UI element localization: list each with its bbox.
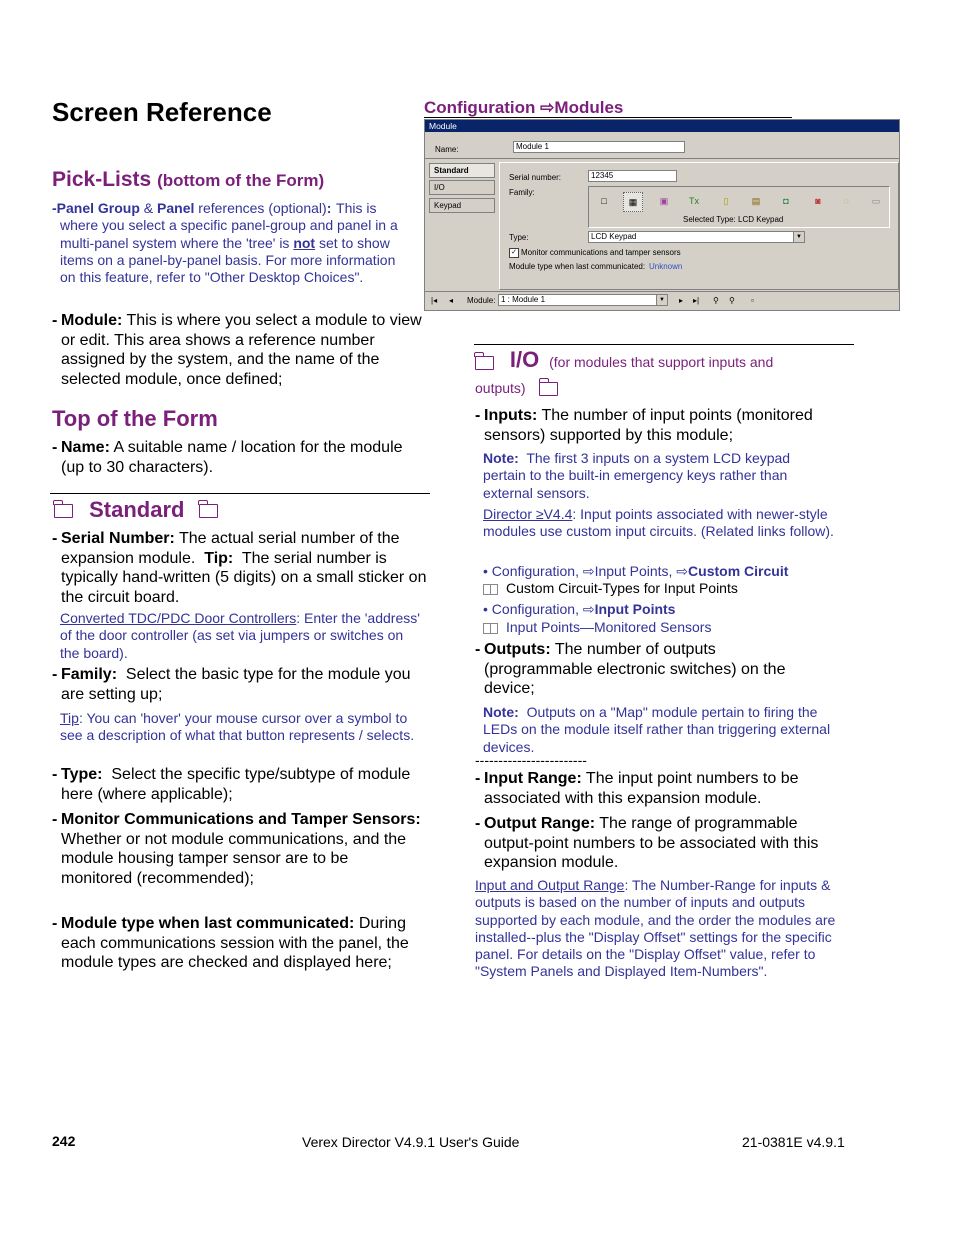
output-range-text: The range of programmable output-point numbers to be associated with this expansion module. [484,815,819,872]
ss-serial-label: Serial number: [509,173,562,182]
book1-text: Custom Circuit-Types for Input Points [506,580,738,596]
ss-navbar [425,291,899,310]
link1-text: • Configuration, ⇨Input Points, ⇨ [483,563,689,579]
ss-tab-standard[interactable]: Standard [429,163,495,178]
picklists-body [52,200,410,286]
ss-monitor-checkbox[interactable]: ✓ [509,248,519,258]
panel-term: Panel [157,200,195,216]
picklists-paragraph [52,200,410,286]
ss-family-keypad-icon[interactable]: ▦ [623,192,643,212]
inputs-item: - Inputs: The number of input points (monitored sensors) supported by this module; [475,407,813,444]
note1 [483,450,833,502]
first-record-icon[interactable]: |◂ [431,296,438,305]
next-record-icon[interactable]: ▸ [679,296,684,305]
top-of-form-heading: Top of the Form [52,406,218,431]
monitor-item: - Monitor Communications and Tamper Sensors: Whether or not module communications, and the module housing tamper sensor are to be monitored (recommended); [52,811,421,887]
link1-bold: Custom Circuit [688,563,789,579]
module-item: - Module: This is where you select a module to view or edit. This area shows a reference number assigned by the system, and the name of the selected module, once defined; [52,312,422,388]
tip2-link[interactable]: Tip [60,710,79,726]
director-link[interactable]: Director ≥V4.4 [483,506,573,522]
ss-type-select[interactable] [588,231,805,243]
ss-family-other-icon[interactable]: ▭ [871,196,881,206]
type-item: - Type: Select the specific type/subtype of module here (where applicable); [52,766,411,803]
book-icon [483,623,498,634]
serial-label: Serial Number: [61,530,175,547]
output-range-label: Output Range: [484,815,596,832]
ss-family-tx-icon[interactable]: Tx [689,196,699,206]
find-next-icon[interactable]: ⚲ [729,296,735,305]
input-range-item: - Input Range: The input point numbers to be associated with this expansion module. [475,770,799,807]
ss-type-value: LCD Keypad [591,232,637,241]
note2-label: Note: [483,704,519,720]
picklists-subtitle: (bottom of the Form) [157,171,325,190]
prev-record-icon[interactable]: ◂ [449,296,454,305]
references-text: references (optional) [198,200,327,216]
config-title: Configuration [424,98,536,117]
link2-text: • Configuration, ⇨ [483,601,595,617]
family-item: - Family: Select the basic type for the module you are setting up; [52,666,411,703]
output-range-item: - Output Range: The range of programmable output-point numbers to be associated with this expansion module. [475,815,819,872]
window-titlebar: Module [425,120,899,132]
folder-tab-icon [539,382,558,396]
note2-text: Outputs on a "Map" module pertain to firing the LEDs on the module itself rather than triggering external devices. [483,704,831,755]
serial-item: - Serial Number: The actual serial number of the expansion module. Tip: The serial number is typically hand-written (5 digits) on a small sticker on the circuit board. [52,530,427,606]
outputs-item: - Outputs: The number of outputs (programmable electronic switches) on the device; [475,641,786,698]
book2-text: Input Points—Monitored Sensors [506,619,712,635]
find-icon[interactable]: ⚲ [713,296,719,305]
panel-group-term: -Panel Group [52,200,140,216]
ss-family-label: Family: [509,188,535,197]
ss-nav-module-select[interactable] [498,294,668,306]
io-rule [474,344,854,345]
ss-name-field[interactable]: Module 1 [513,141,685,153]
ss-family-door-icon[interactable]: ▤ [751,196,761,206]
name-text: A suitable name / location for the module (up to 30 characters). [61,439,403,476]
input-range-label: Input Range: [484,770,582,787]
lastcomm-item: - Module type when last communicated: During each communications session with the panel, the module types are checked and displayed here; [52,915,409,972]
book-icon [483,584,498,595]
module-text: This is where you select a module to view or edit. This area shows a reference number assigned by the system, and the name of the selected module, once defined; [61,312,422,388]
picklists-heading [52,167,324,194]
ss-lastcomm-label: Module type when last communicated: [509,262,646,271]
range-link[interactable]: Input and Output Range [475,877,625,893]
io-heading [475,347,855,401]
director-text: : Input points associated with newer-style modules use custom input circuits. (Related links follow). [483,506,834,540]
new-record-icon[interactable]: ▫ [751,296,754,305]
ss-tab-keypad[interactable]: Keypad [429,198,495,213]
tip-label: Tip: [204,549,234,567]
outputs-label: Outputs: [484,641,551,658]
converted-text: : Enter the 'address' of the door controller (as set via jumpers or switches on the board). [60,610,420,661]
custom-circuit-link[interactable] [483,563,788,580]
name-label: Name: [61,439,110,456]
arrow-icon: ⇨ [540,98,555,117]
tip2-note [60,710,430,745]
folder-tab-icon [475,356,494,370]
ss-family-relay-icon[interactable]: ◘ [783,196,789,206]
director-note [483,506,838,541]
ss-serial-field[interactable]: 12345 [588,170,677,182]
range-note [475,877,855,981]
input-range-text: The input point numbers to be associated with this expansion module. [484,770,799,807]
module-label: Module: [61,312,123,329]
io-subtitle-a: (for modules that support inputs and [549,354,774,370]
book-ref-2[interactable] [483,619,711,636]
ss-selected-type: Selected Type: LCD Keypad [683,215,784,224]
picklists-title: Pick-Lists [52,168,152,191]
converted-note [60,610,422,662]
chevron-down-icon[interactable]: ▼ [656,295,667,305]
range-text: : The Number-Range for inputs & outputs is based on the number of inputs and outputs supported by each module, and the order the modules are installed--plus the "Display Offset" settings for the specific panel. For details on the "Display Offset" value, refer to "System Panels and Displayed Item-Numbers". [475,877,836,980]
standard-rule [50,493,430,494]
inputs-label: Inputs: [484,407,538,424]
footer-title: Verex Director V4.9.1 User's Guide [302,1134,520,1150]
page-number: 242 [52,1133,76,1149]
input-points-link[interactable] [483,601,675,618]
chevron-down-icon[interactable]: ▼ [793,232,804,242]
serial-text: The actual serial number of the expansion module. [61,530,400,567]
standard-title: Standard [89,497,185,522]
note1-text: The first 3 inputs on a system LCD keypad pertain to the built-in emergency keys rather than external sensors. [483,450,791,501]
family-text: Select the basic type for the module you are setting up; [61,666,411,703]
folder-tab-icon [54,504,73,518]
page-title: Screen Reference [52,97,272,127]
config-underline [424,117,792,118]
separator-dashes: ------------------------ [475,752,587,768]
tip-text: The serial number is typically hand-written (5 digits) on a small sticker on the circuit board. [61,549,427,606]
not-emphasis: not [293,234,316,251]
family-label: Family: [61,666,118,683]
amp: & [143,200,154,216]
monitor-text: Whether or not module communications, and the module housing tamper sensor are to be monitored (recommended); [61,830,407,887]
name-item: - Name: A suitable name / location for the module (up to 30 characters). [52,439,403,476]
ss-family-map-icon[interactable]: ▣ [659,196,669,206]
config-modules-heading [424,97,623,118]
footer-docnum: 21-0381E v4.9.1 [742,1134,845,1150]
note2 [483,704,851,756]
last-record-icon[interactable]: ▸| [693,296,700,305]
book-ref-1[interactable] [483,580,738,597]
folder-tab-icon [199,504,218,518]
lastcomm-label: Module type when last communicated: [61,915,355,932]
standard-heading [54,496,218,524]
lastcomm-text: During each communications session with the panel, the module types are checked and displayed here; [61,915,409,972]
ss-nav-module-value: 1 : Module 1 [501,295,546,304]
note1-label: Note: [483,450,519,466]
colon: : [326,200,332,216]
inputs-text: The number of input points (monitored sensors) supported by this module; [484,407,813,444]
type-text: Select the specific type/subtype of module here (where applicable); [61,766,411,803]
ss-type-label: Type: [509,233,529,242]
converted-link[interactable]: Converted TDC/PDC Door Controllers [60,610,297,626]
picklists-text-a: This is where you select a specific panel-group and panel in a multi-panel system where the 'tree' is [60,200,398,251]
picklists-text-b: set to show items on a panel-by-panel basis. For more information on this feature, refer to "Other Desktop Choices". [60,234,396,286]
link2-bold: Input Points [594,601,676,617]
ss-family-blank-icon[interactable]: □ [601,196,607,206]
ss-name-label: Name: [435,145,459,154]
modules-title: Modules [554,98,624,117]
monitor-label: Monitor Communications and Tamper Sensors: [61,811,421,828]
ss-family-io-icon[interactable]: ▯ [723,196,729,206]
ss-tab-io[interactable]: I/O [429,180,495,195]
type-label: Type: [61,766,103,783]
io-subtitle-b: outputs) [475,380,526,396]
outputs-text: The number of outputs (programmable electronic switches) on the device; [484,641,786,698]
tip2-text: : You can 'hover' your mouse cursor over a symbol to see a description of what that button represents / selects. [60,710,415,744]
ss-lastcomm-value: Unknown [649,262,683,271]
ss-family-power-icon[interactable]: ◙ [815,196,821,206]
module-window-screenshot [424,119,900,311]
io-title: I/O [509,347,540,372]
ss-nav-module-label: Module: [467,296,496,305]
ss-monitor-label: Monitor communications and tamper sensors [521,248,681,257]
ss-family-wireless-icon[interactable]: ◌ [843,196,849,206]
